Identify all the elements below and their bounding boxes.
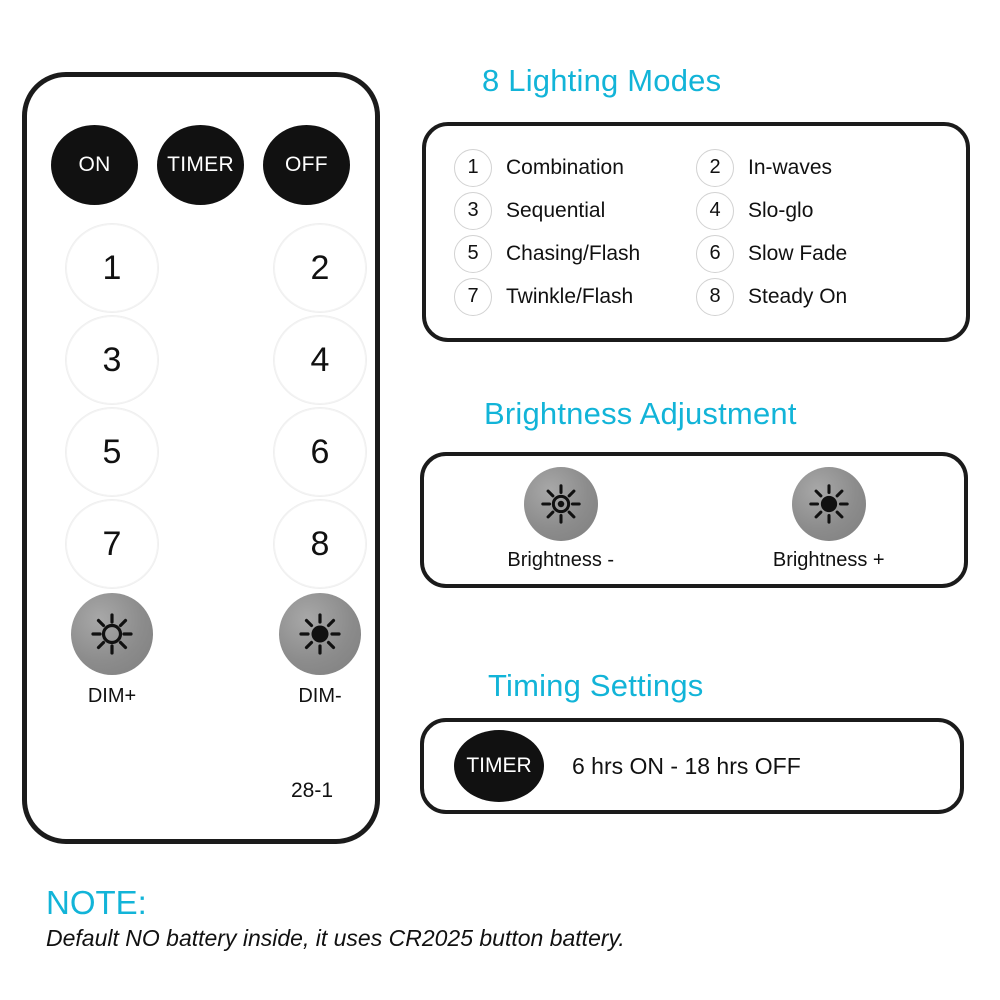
- brightness-down-label: Brightness -: [507, 548, 615, 571]
- mode-number: 3: [454, 192, 492, 230]
- number-button-5[interactable]: [65, 407, 159, 497]
- brightness-controls: [428, 452, 964, 586]
- mode-label: Twinkle/Flash: [506, 284, 634, 308]
- number-button-2[interactable]: [273, 223, 367, 313]
- timer-button-label: TIMER: [466, 754, 532, 777]
- brightness-up-icon: [807, 482, 851, 526]
- dim-down-label: DIM-: [298, 685, 342, 707]
- mode-item[interactable]: [696, 235, 938, 273]
- timer-button[interactable]: [157, 125, 244, 205]
- mode-label: Slo-glo: [748, 198, 814, 222]
- remote-control-body: [22, 72, 380, 844]
- mode-label: Sequential: [506, 198, 606, 222]
- timing-title: Timing Settings: [488, 668, 704, 703]
- number-button-8[interactable]: [273, 499, 367, 589]
- lighting-modes-list: [428, 128, 964, 336]
- number-button-label: 2: [310, 248, 330, 287]
- off-button[interactable]: [263, 125, 350, 205]
- brightness-up-button[interactable]: [792, 467, 866, 541]
- mode-item[interactable]: [454, 278, 696, 316]
- mode-item[interactable]: [696, 149, 938, 187]
- on-button[interactable]: [51, 125, 138, 205]
- timer-button-label: TIMER: [167, 153, 234, 176]
- mode-number: 1: [454, 149, 492, 187]
- brightness-title: Brightness Adjustment: [484, 396, 797, 431]
- number-button-4[interactable]: [273, 315, 367, 405]
- mode-label: Chasing/Flash: [506, 241, 641, 265]
- number-button-label: 3: [102, 340, 122, 379]
- mode-number: 2: [696, 149, 734, 187]
- mode-label: In-waves: [748, 155, 833, 179]
- on-button-label: ON: [78, 153, 111, 176]
- off-button-label: OFF: [285, 153, 328, 176]
- note-body: Default NO battery inside, it uses CR2025 button battery.: [46, 925, 625, 951]
- mode-number: 4: [696, 192, 734, 230]
- brightness-down-control[interactable]: [507, 467, 614, 572]
- brightness-down-icon: [297, 611, 343, 657]
- dim-down-button[interactable]: [279, 593, 361, 675]
- timer-button[interactable]: [454, 730, 544, 802]
- mode-item[interactable]: [454, 235, 696, 273]
- mode-number: 8: [696, 278, 734, 316]
- mode-item[interactable]: [696, 278, 938, 316]
- brightness-down-button[interactable]: [524, 467, 598, 541]
- number-button-label: 1: [102, 248, 122, 287]
- timing-controls: [420, 718, 964, 814]
- note-title: NOTE:: [46, 884, 147, 921]
- brightness-down-icon: [539, 482, 583, 526]
- number-button-7[interactable]: [65, 499, 159, 589]
- number-button-label: 5: [102, 432, 122, 471]
- number-button-6[interactable]: [273, 407, 367, 497]
- dim-up-button[interactable]: [71, 593, 153, 675]
- brightness-up-control[interactable]: [773, 467, 885, 572]
- lighting-modes-title: 8 Lighting Modes: [482, 63, 722, 98]
- mode-number: 7: [454, 278, 492, 316]
- number-button-3[interactable]: [65, 315, 159, 405]
- mode-number: 5: [454, 235, 492, 273]
- timing-description: 6 hrs ON - 18 hrs OFF: [572, 752, 801, 779]
- mode-number: 6: [696, 235, 734, 273]
- number-button-label: 8: [310, 524, 330, 563]
- mode-label: Steady On: [748, 284, 848, 308]
- brightness-up-label: Brightness +: [772, 548, 885, 571]
- dim-up-label: DIM+: [87, 685, 137, 707]
- remote-model-code: 28-1: [290, 779, 333, 802]
- number-button-1[interactable]: [65, 223, 159, 313]
- number-button-label: 6: [310, 432, 330, 471]
- number-button-label: 4: [310, 340, 330, 379]
- number-button-label: 7: [102, 524, 122, 563]
- mode-item[interactable]: [696, 192, 938, 230]
- mode-item[interactable]: [454, 192, 696, 230]
- mode-label: Combination: [506, 155, 624, 179]
- mode-item[interactable]: [454, 149, 696, 187]
- mode-label: Slow Fade: [748, 241, 848, 265]
- brightness-up-icon: [89, 611, 135, 657]
